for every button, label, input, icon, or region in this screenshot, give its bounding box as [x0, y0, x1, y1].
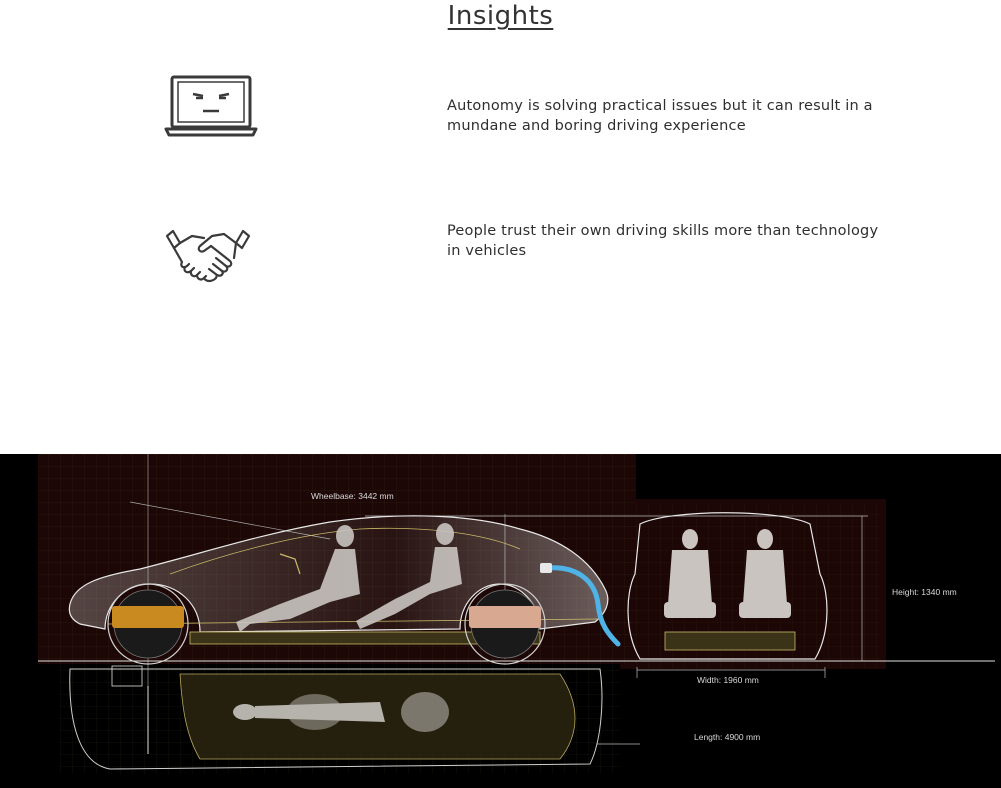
wheelbase-label: Wheelbase: 3442 mm — [311, 491, 394, 501]
page-title — [0, 0, 1001, 32]
rear-wheel-hub — [469, 606, 541, 628]
handshake-icon — [164, 218, 252, 290]
rear-wheel — [465, 584, 545, 664]
length-label: Length: 4900 mm — [694, 732, 761, 742]
charging-plug — [540, 563, 552, 573]
insight-trust-text: People trust their own driving skills more than technology in vehicles — [447, 223, 879, 259]
front-wheel-hub — [112, 606, 184, 628]
height-label: Height: 1340 mm — [892, 587, 957, 597]
insight-autonomy-text: Autonomy is solving practical issues but it can result in a mundane and boring driving experience — [447, 98, 873, 134]
width-label: Width: 1960 mm — [697, 675, 759, 685]
vehicle-dimension-diagram — [0, 454, 1001, 788]
page-title-text: Insights — [447, 1, 554, 31]
front-wheel — [108, 584, 188, 664]
laptop-bored-face-icon — [163, 74, 259, 138]
